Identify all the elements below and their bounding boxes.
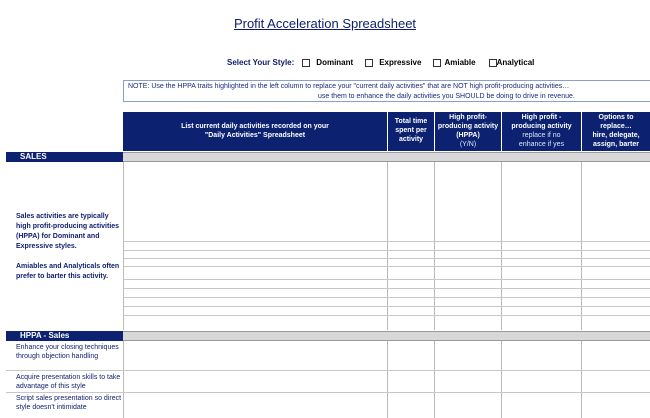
- grid-line: [123, 279, 650, 280]
- option-amiable[interactable]: [433, 58, 475, 67]
- page-title: Profit Acceleration Spreadsheet: [233, 16, 417, 31]
- grid-line: [123, 258, 650, 259]
- section-hppa-sales-bar: HPPA - Sales: [6, 331, 123, 341]
- header-total-time: [388, 112, 435, 151]
- dominant-label: Dominant: [316, 58, 354, 67]
- header-current-activities: [123, 112, 388, 151]
- hppa-item: Acquire presentation skills to take advantage of this style: [16, 374, 121, 390]
- header-line: replace…: [600, 123, 632, 130]
- section-sales-grey-bar: [123, 152, 650, 162]
- hppa-item: Script sales presentation so direct style doesn't intimidate: [16, 395, 122, 411]
- grid-line: [387, 162, 388, 330]
- amiable-label: Amiable: [444, 58, 476, 67]
- grid-line: [501, 162, 502, 330]
- grid-line: [123, 162, 124, 330]
- header-line: producing activity: [437, 123, 499, 130]
- analytical-label: Analytical: [496, 58, 535, 67]
- header-hppa-yn: [435, 112, 502, 151]
- grid-line: [6, 370, 650, 371]
- header-line: (HPPA): [456, 132, 480, 139]
- section-hppa-grey-bar: [123, 331, 650, 341]
- header-line: replace if no: [522, 132, 561, 139]
- header-line: High profit -: [521, 114, 562, 121]
- grid-line: [581, 341, 582, 418]
- header-line: hire, delegate,: [592, 132, 640, 139]
- grid-line: [434, 341, 435, 418]
- grid-line: [123, 315, 650, 316]
- grid-line: [123, 297, 650, 298]
- note-line-2: use them to enhance the daily activities you SHOULD be doing to drive in revenue.: [318, 93, 575, 100]
- header-line: Options to: [598, 114, 634, 121]
- grid-line: [123, 266, 650, 267]
- section-sales-bar: SALES: [6, 152, 123, 162]
- header-line: producing activity: [511, 123, 572, 130]
- grid-line: [123, 306, 650, 307]
- header-line: List current daily activities recorded on your: [181, 123, 329, 130]
- hppa-item: Enhance your closing techniques through objection handling: [16, 344, 119, 360]
- sales-description-p1: Sales activities are typically high profit-producing activities (HPPA) for Dominant and Expressive styles.: [16, 213, 120, 250]
- amiable-checkbox[interactable]: [433, 59, 441, 67]
- header-line: assign, barter: [593, 141, 639, 148]
- grid-line: [387, 341, 388, 418]
- sales-description-p2: Amiables and Analyticals often prefer to barter this activity.: [16, 263, 120, 280]
- grid-line: [123, 241, 650, 242]
- grid-line: [123, 288, 650, 289]
- option-analytical[interactable]: [489, 58, 535, 67]
- header-line: enhance if yes: [518, 141, 565, 148]
- option-expressive[interactable]: [365, 58, 421, 67]
- header-line: activity: [398, 136, 424, 143]
- grid-line: [501, 341, 502, 418]
- header-line: (Y/N): [459, 141, 477, 148]
- grid-line: [581, 162, 582, 330]
- header-line: High profit-: [449, 114, 487, 121]
- header-line: Total time: [394, 118, 428, 125]
- note-box: [123, 80, 650, 102]
- expressive-label: Expressive: [379, 58, 422, 67]
- grid-line: [123, 250, 650, 251]
- sales-description: [16, 212, 122, 282]
- analytical-checkbox[interactable]: [489, 59, 497, 67]
- header-options: [582, 112, 650, 151]
- option-dominant[interactable]: [302, 58, 353, 67]
- style-selector-label: Select Your Style:: [227, 58, 295, 67]
- style-selector: [227, 58, 534, 67]
- header-line: "Daily Activities" Spreadsheet: [204, 132, 306, 139]
- grid-line: [434, 162, 435, 330]
- note-line-1: NOTE: Use the HPPA traits highlighted in the left column to replace your "current daily activities" that are NOT high profit-producing activities…: [128, 83, 570, 90]
- header-hppa-replace: [502, 112, 582, 151]
- expressive-checkbox[interactable]: [365, 59, 373, 67]
- grid-line: [6, 392, 650, 393]
- dominant-checkbox[interactable]: [302, 59, 310, 67]
- header-line: spent per: [395, 127, 427, 134]
